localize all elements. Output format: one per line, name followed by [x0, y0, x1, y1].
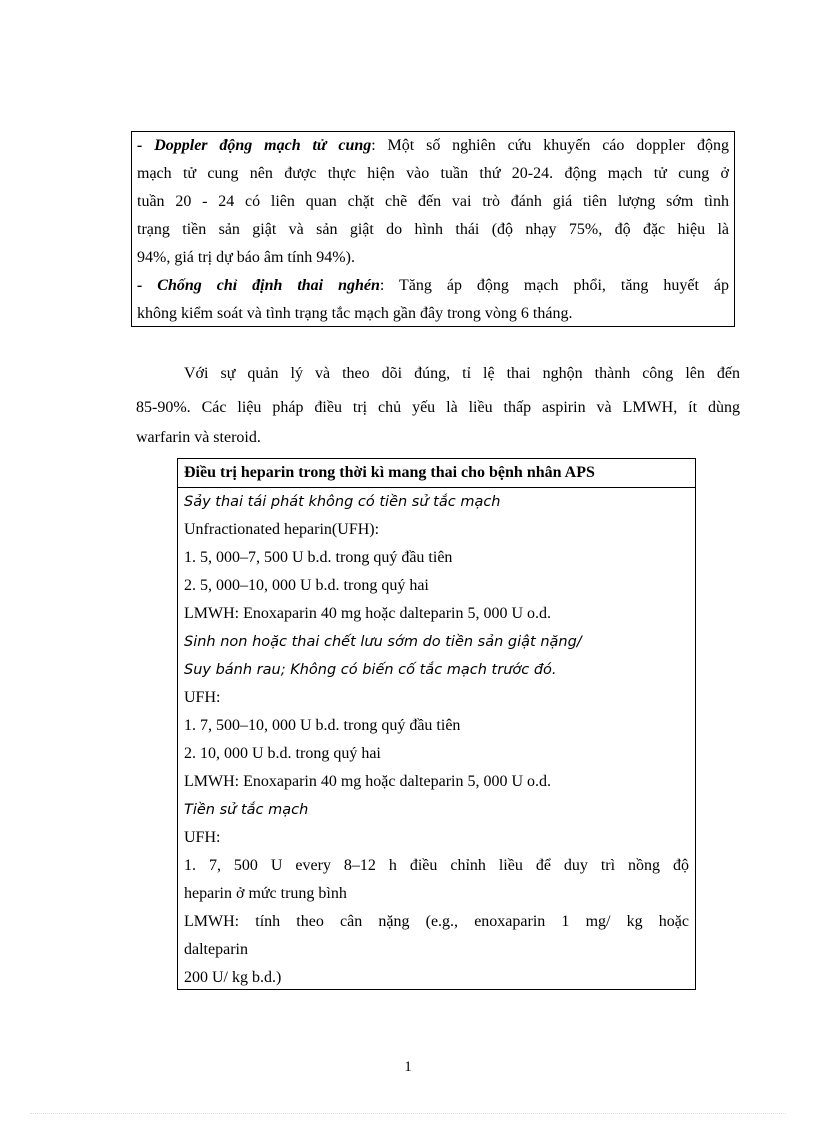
table-line: 2. 5, 000–10, 000 U b.d. trong quý hai — [184, 577, 429, 594]
table-line: UFH: — [184, 829, 221, 846]
heparin-table — [177, 458, 696, 990]
table-line: Tiền sử tắc mạch — [184, 802, 309, 818]
table-line: Unfractionated heparin(UFH): — [184, 521, 380, 538]
table-line: 1. 7, 500–10, 000 U b.d. trong quý đầu tiên — [184, 717, 461, 734]
doppler-line-5: 94%, giá trị dự báo âm tính 94%). — [137, 249, 355, 266]
table-line: 1. 7, 500 U every 8–12 h điều chỉnh liều để duy trì nồng độ — [184, 857, 689, 874]
doppler-line-2: mạch tử cung nên được thực hiện vào tuần thứ 20-24. động mạch tử cung ở — [137, 165, 729, 182]
table-title: Điều trị heparin trong thời kì mang thai cho bệnh nhân APS — [178, 459, 695, 488]
contra-line-1 — [137, 272, 729, 300]
contra-line-2: không kiểm soát và tình trạng tắc mạch gần đây trong vòng 6 tháng. — [137, 305, 573, 322]
table-line: Sinh non hoặc thai chết lưu sớm do tiền sản giật nặng/ — [184, 634, 582, 650]
contra-text-1: : Tăng áp động mạch phổi, tăng huyết áp — [379, 277, 730, 294]
doppler-heading: - Doppler động mạch tử cung — [137, 137, 372, 154]
table-line: Suy bánh rau; Không có biến cố tắc mạch trước đó. — [184, 662, 557, 678]
table-line: LMWH: tính theo cân nặng (e.g., enoxaparin 1 mg/ kg hoặc — [184, 913, 689, 930]
table-line: UFH: — [184, 689, 221, 706]
page-number: 1 — [404, 1059, 412, 1075]
table-line: heparin ở mức trung bình — [184, 885, 347, 902]
doppler-line-3: tuần 20 - 24 có liên quan chặt chẽ đến vai trò đánh giá tiên lượng sớm tình — [137, 193, 729, 210]
table-line: 1. 5, 000–7, 500 U b.d. trong quý đầu tiên — [184, 549, 453, 566]
page-bottom-divider — [30, 1113, 786, 1114]
info-box — [131, 131, 735, 327]
doppler-line-1 — [137, 132, 729, 160]
doppler-line-4: trạng tiền sản giật và sản giật do hình thái (độ nhạy 75%, độ đặc hiệu là — [137, 221, 729, 238]
table-line: dalteparin — [184, 941, 248, 958]
contra-heading: - Chống chỉ định thai nghén — [137, 277, 380, 294]
table-line: 2. 10, 000 U b.d. trong quý hai — [184, 745, 381, 762]
paragraph-line-1: Với sự quản lý và theo dõi đúng, tỉ lệ thai nghộn thành công lên đến — [184, 365, 740, 382]
table-line: Sảy thai tái phát không có tiền sử tắc mạch — [184, 494, 501, 510]
paragraph-line-3: warfarin và steroid. — [136, 429, 261, 446]
paragraph-line-2: 85-90%. Các liệu pháp điều trị chủ yếu là liều thấp aspirin và LMWH, ít dùng — [136, 399, 740, 416]
doppler-text-1: : Một số nghiên cứu khuyến cáo doppler động — [371, 137, 729, 154]
table-line: 200 U/ kg b.d.) — [184, 969, 282, 986]
table-body — [178, 488, 695, 992]
table-line: LMWH: Enoxaparin 40 mg hoặc dalteparin 5, 000 U o.d. — [184, 605, 552, 622]
table-line: LMWH: Enoxaparin 40 mg hoặc dalteparin 5, 000 U o.d. — [184, 773, 552, 790]
